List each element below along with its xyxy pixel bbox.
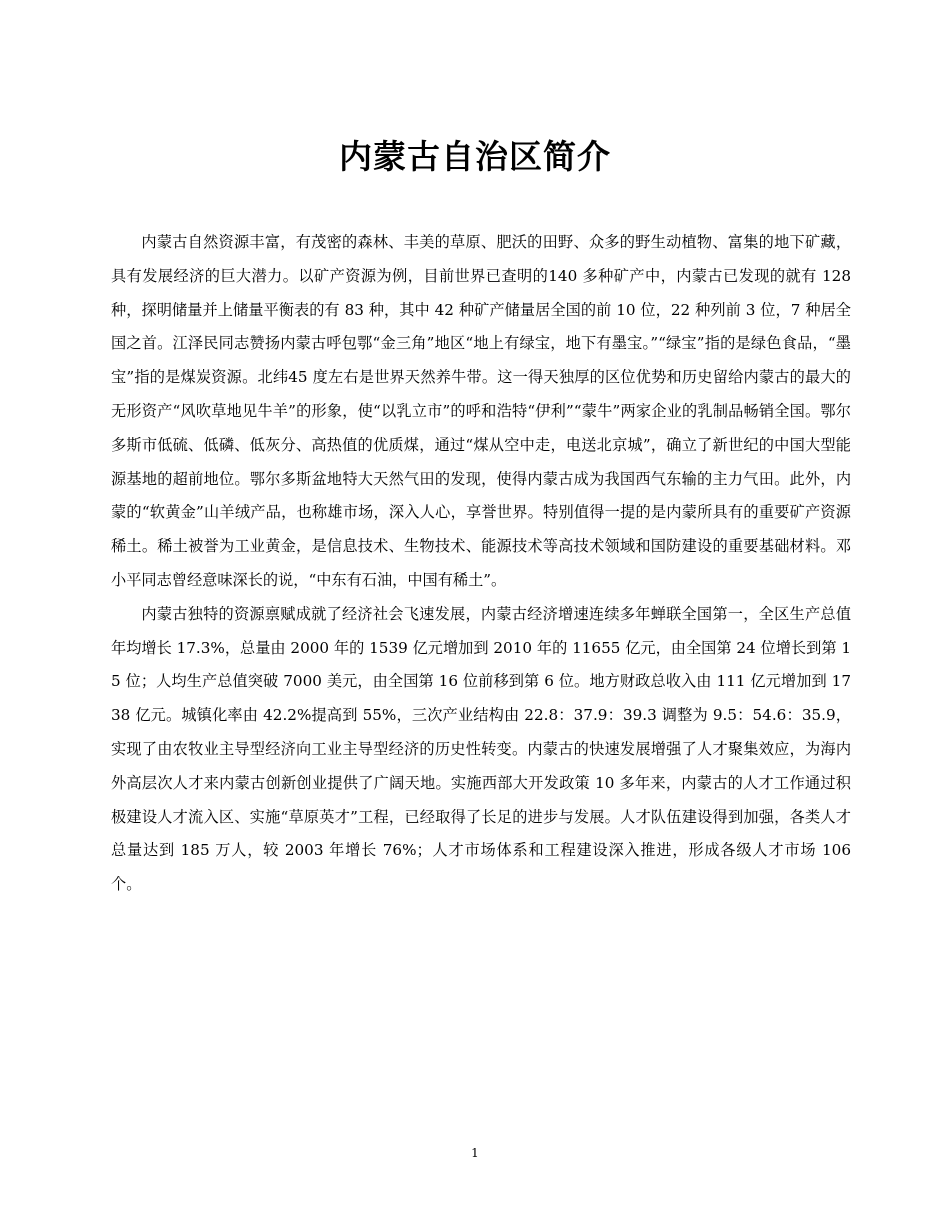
body-text [111,226,851,902]
page-title: 内蒙古自治区简介 [339,137,611,176]
paragraph-resources: 内蒙古自然资源丰富，有茂密的森林、丰美的草原、肥沃的田野、众多的野生动植物、富集的地下矿藏，具有发展经济的巨大潜力。以矿产资源为例，目前世界已查明的140 多种矿产中，内蒙古已发现的就有 128 种，探明储量并上储量平衡表的有 83 种，其中 42 种矿产储量居全国的前 10 位，22 种列前 3 位，7 种居全国之首。江泽民同志赞扬内蒙古呼包鄂“金三角”地区“地上有绿宝，地下有墨宝。”“绿宝”指的是绿色食品，“墨宝”指的是煤炭资源。北纬45 度左右是世界天然养牛带。这一得天独厚的区位优势和历史留给内蒙古的最大的无形资产“风吹草地见牛羊”的形象，使“以乳立市”的呼和浩特“伊利”“蒙牛”两家企业的乳制品畅销全国。鄂尔多斯市低硫、低磷、低灰分、高热值的优质煤，通过“煤从空中走，电送北京城”，确立了新世纪的中国大型能源基地的超前地位。鄂尔多斯盆地特大天然气田的发现，使得内蒙古成为我国西气东输的主力气田。此外，内蒙的“软黄金”山羊绒产品，也称雄市场，深入人心，享誉世界。特别值得一提的是内蒙所具有的重要矿产资源稀土。稀土被誉为工业黄金，是信息技术、生物技术、能源技术等高技术领域和国防建设的重要基础材料。邓小平同志曾经意味深长的说，“中东有石油，中国有稀土”。 [111,233,851,589]
paragraph-economy: 内蒙古独特的资源禀赋成就了经济社会飞速发展，内蒙古经济增速连续多年蝉联全国第一，全区生产总值年均增长 17.3%，总量由 2000 年的 1539 亿元增加到 2010 年的 11655 亿元，由全国第 24 位增长到第 15 位；人均生产总值突破 7000 美元，由全国第 16 位前移到第 6 位。地方财政总收入由 111 亿元增加到 1738 亿元。城镇化率由 42.2%提高到 55%，三次产业结构由 22.8：37.9：39.3 调整为 9.5：54.6：35.9，实现了由农牧业主导型经济向工业主导型经济的历史性转变。内蒙古的快速发展增强了人才聚集效应，为海内外高层次人才来内蒙古创新创业提供了广阔天地。实施西部大开发政策 10 多年来，内蒙古的人才工作通过积极建设人才流入区、实施“草原英才”工程，已经取得了长足的进步与发展。人才队伍建设得到加强，各类人才总量达到 185 万人，较 2003 年增长 76%；人才市场体系和工程建设深入推进，形成各级人才市场 106 个。 [111,604,851,894]
page-number: 1 [471,1146,479,1160]
